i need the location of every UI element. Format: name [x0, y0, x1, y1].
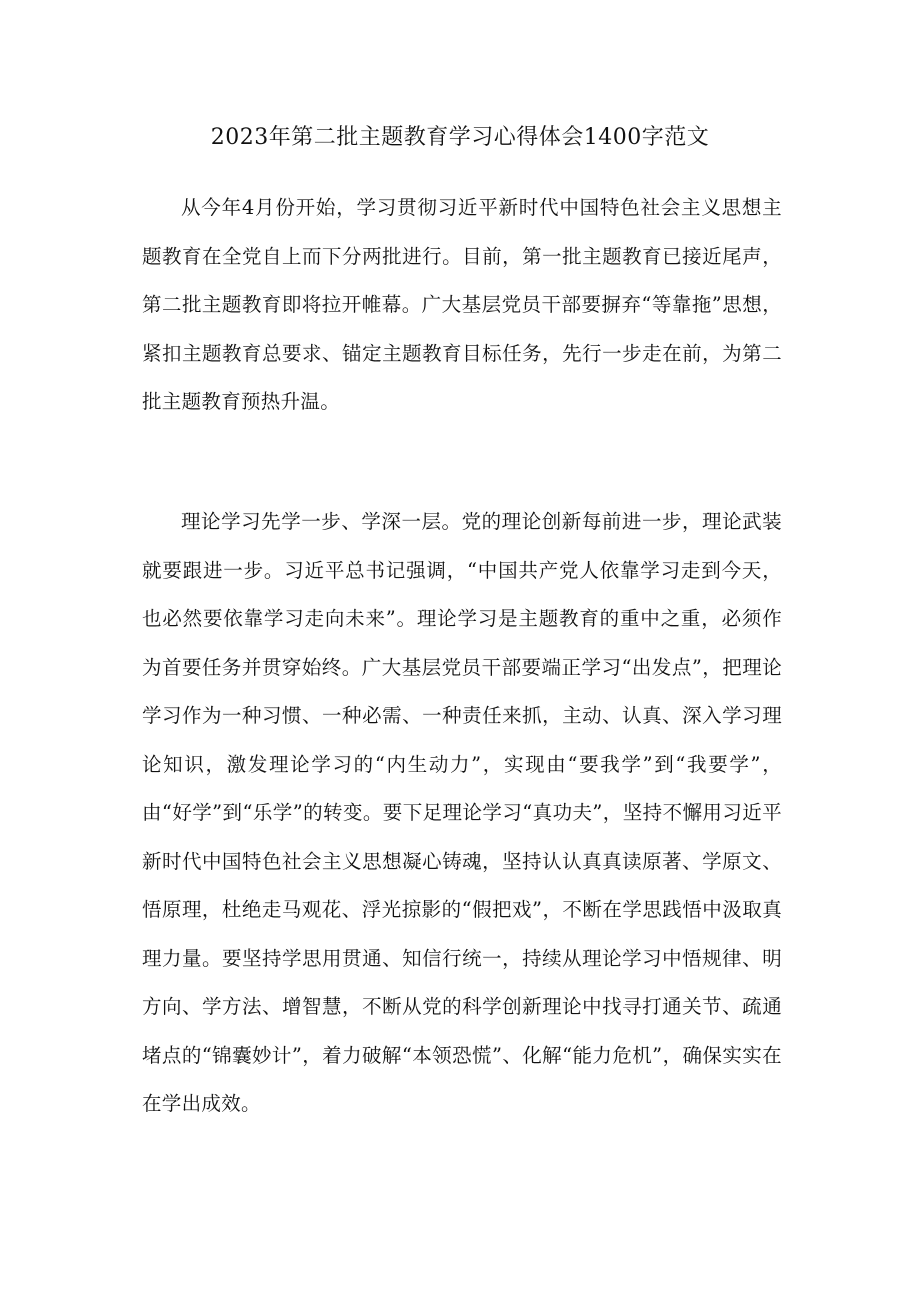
paragraph-intro: 从今年4月份开始，学习贯彻习近平新时代中国特色社会主义思想主题教育在全党自上而下分两批进行。目前，第一批主题教育已接近尾声，第二批主题教育即将拉开帷幕。广大基层党员干部要摒弃“等靠拖”思想，紧扣主题教育总要求、锚定主题教育目标任务，先行一步走在前，为第二批主题教育预热升温。: [142, 196, 782, 413]
document-title: 2023年第二批主题教育学习心得体会1400字范文: [210, 125, 710, 150]
paragraph-theory-study: 理论学习先学一步、学深一层。党的理论创新每前进一步，理论武装就要跟进一步。习近平总书记强调，“中国共产党人依靠学习走到今天，也必然要依靠学习走向未来”。理论学习是主题教育的重中之重，必须作为首要任务并贯穿始终。广大基层党员干部要端正学习“出发点”，把理论学习作为一种习惯、一种必需、一种责任来抓，主动、认真、深入学习理论知识，激发理论学习的“内生动力”，实现由“要我学”到“我要学”，由“好学”到“乐学”的转变。要下足理论学习“真功夫”，坚持不懈用习近平新时代中国特色社会主义思想凝心铸魂，坚持认认真真读原著、学原文、悟原理，杜绝走马观花、浮光掠影的“假把戏”，不断在学思践悟中汲取真理力量。要坚持学思用贯通、知信行统一，持续从理论学习中悟规律、明方向、学方法、增智慧，不断从党的科学创新理论中找寻打通关节、疏通堵点的“锦囊妙计”，着力破解“本领恐慌”、化解“能力危机”，确保实实在在学出成效。: [142, 510, 782, 1115]
